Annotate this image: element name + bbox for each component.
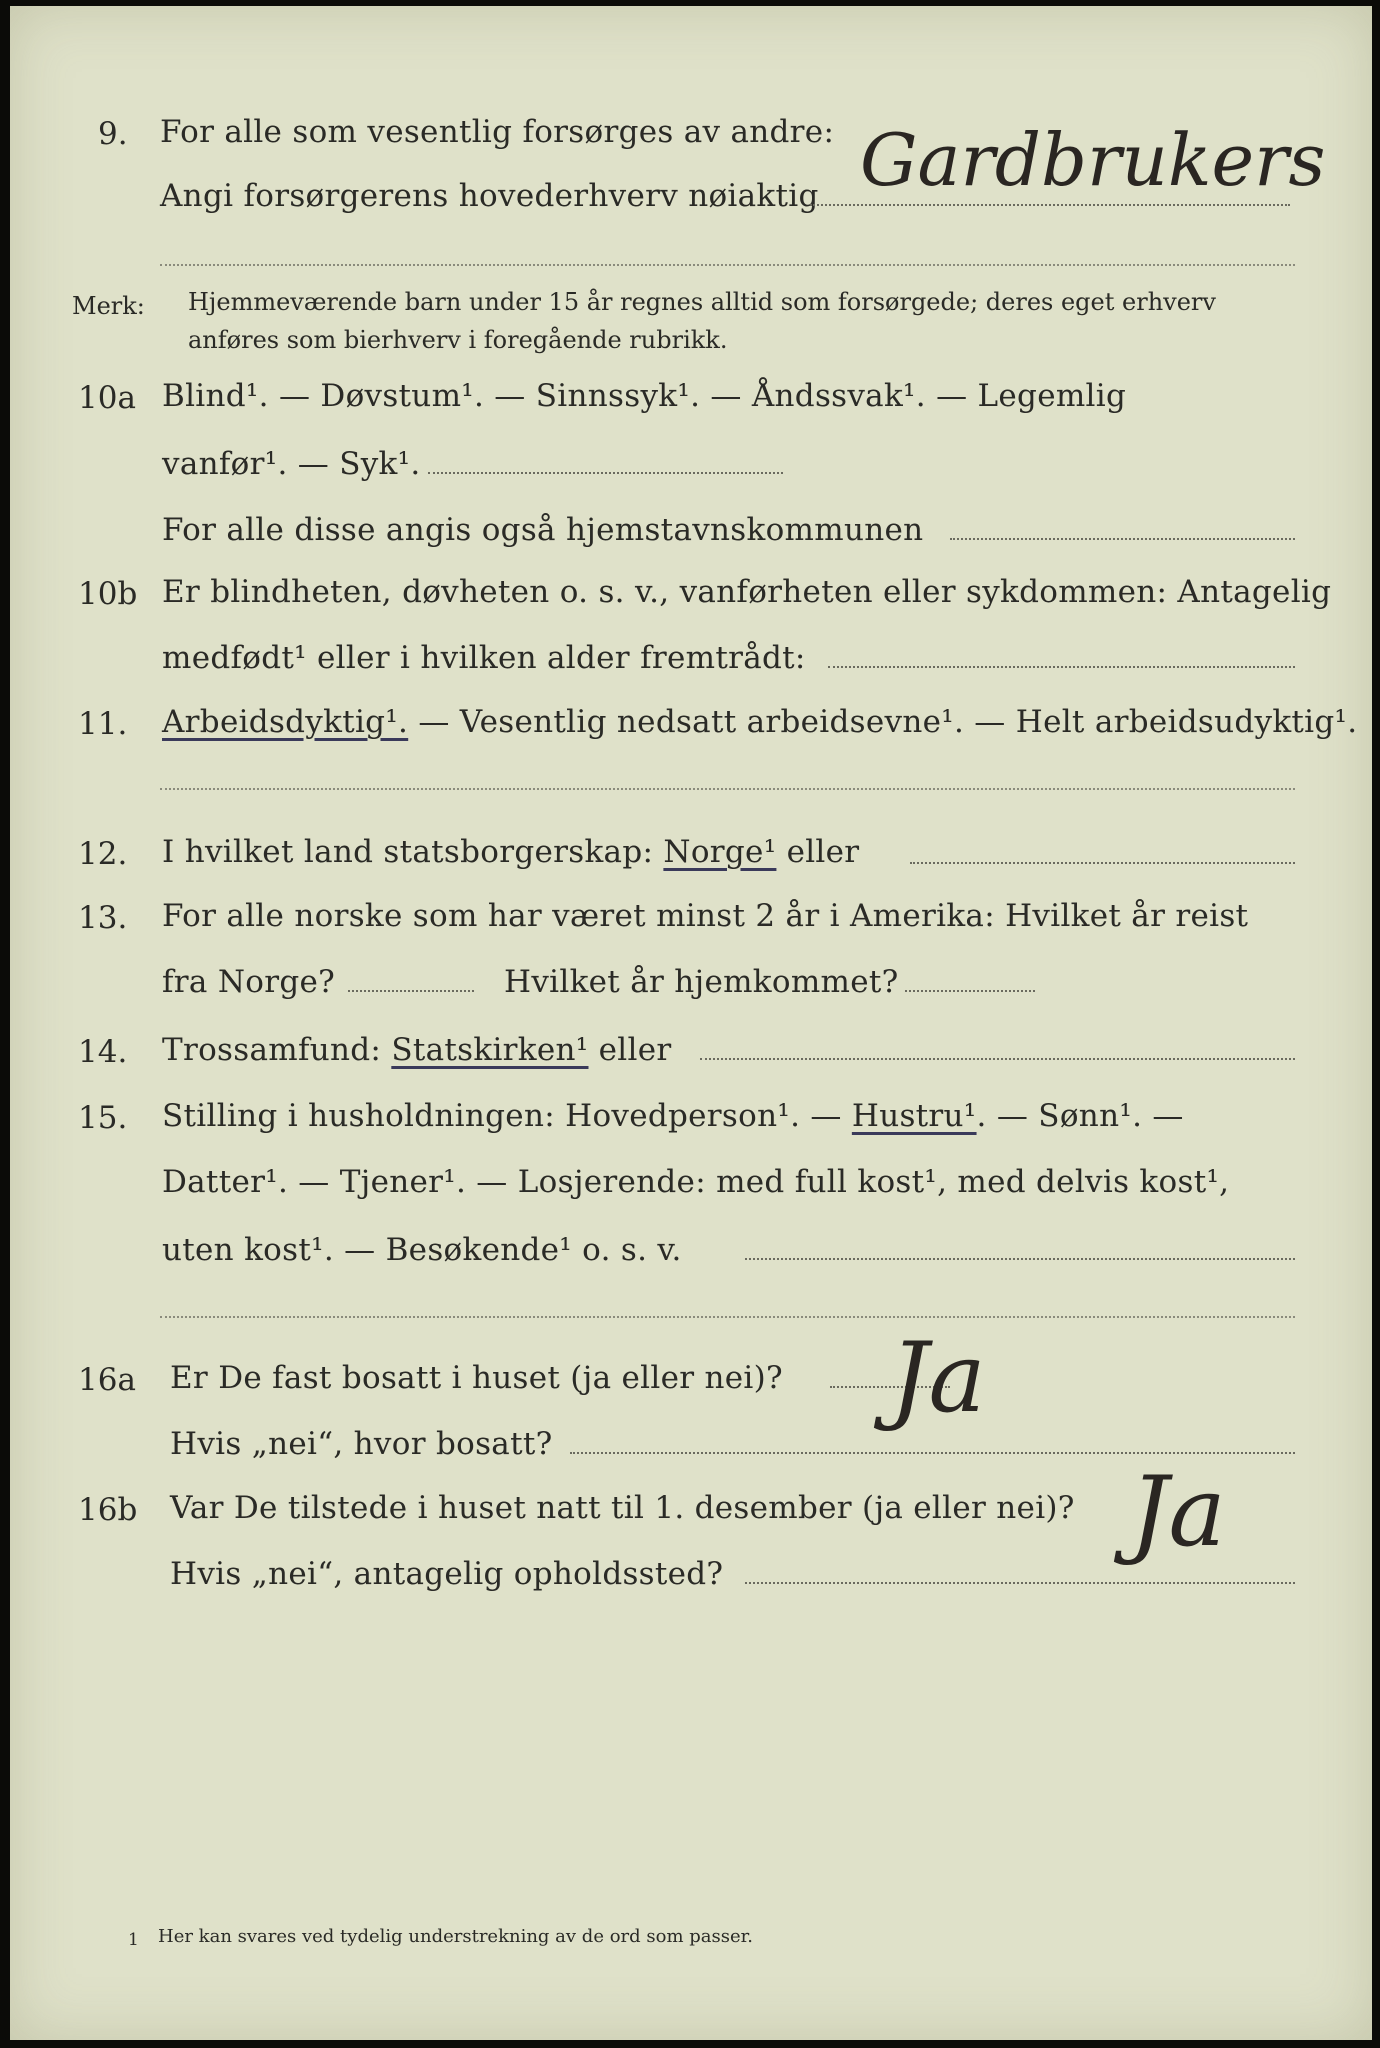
answer-line: [905, 990, 1035, 992]
footnote-number: 1: [128, 1930, 139, 1950]
question-text: For alle som vesentlig forsørges av andre:: [160, 114, 835, 150]
question-number: 9.: [98, 116, 128, 152]
question-number: 10a: [78, 380, 136, 416]
blank-answer-line: [160, 788, 1295, 790]
note-label: Merk:: [72, 292, 145, 320]
question-number: 16a: [78, 1362, 136, 1398]
question-text: Var De tilstede i huset natt til 1. desember (ja eller nei)?: [170, 1490, 1075, 1526]
question-text: Angi forsørgerens hovederhverv nøiaktig: [160, 178, 819, 214]
question-number: 12.: [78, 836, 128, 872]
census-form-page: [10, 6, 1372, 2040]
question-number: 16b: [78, 1492, 138, 1528]
underlined-option: Statskirken¹: [391, 1032, 589, 1068]
handwritten-answer: Ja: [890, 1322, 986, 1434]
question-text: I hvilket land statsborgerskap: Norge¹ eller: [162, 834, 860, 870]
answer-line: [700, 1058, 1295, 1060]
question-text: Stilling i husholdningen: Hovedperson¹. — Hustru¹. — Sønn¹. —: [162, 1098, 1184, 1134]
answer-line: [745, 1258, 1295, 1260]
handwritten-answer: Ja: [1130, 1456, 1226, 1568]
underlined-option: Norge¹: [663, 834, 777, 870]
question-text: fra Norge?: [162, 964, 336, 1000]
question-text: medfødt¹ eller i hvilken alder fremtrådt:: [162, 640, 806, 676]
question-text: For alle disse angis også hjemstavnskommunen: [162, 512, 924, 548]
blank-answer-line: [160, 1316, 1295, 1318]
blank-answer-line: [160, 264, 1295, 266]
footnote-text: Her kan svares ved tydelig understrekning av de ord som passer.: [158, 1926, 753, 1947]
question-text: Blind¹. — Døvstum¹. — Sinnssyk¹. — Åndssvak¹. — Legemlig: [162, 378, 1127, 414]
answer-line: [828, 666, 1295, 668]
question-number: 14.: [78, 1034, 128, 1070]
underlined-option: Arbeidsdyktig¹.: [162, 704, 409, 740]
answer-line: [950, 538, 1295, 540]
question-text: Arbeidsdyktig¹. — Vesentlig nedsatt arbeidsevne¹. — Helt arbeidsudyktig¹.: [162, 704, 1358, 740]
answer-line: [348, 990, 474, 992]
question-text: Trossamfund: Statskirken¹ eller: [162, 1032, 672, 1068]
answer-line: [745, 1582, 1295, 1584]
answer-line: [910, 862, 1295, 864]
question-number: 15.: [78, 1100, 128, 1136]
question-text: Datter¹. — Tjener¹. — Losjerende: med full kost¹, med delvis kost¹,: [162, 1164, 1230, 1200]
handwritten-answer: Gardbrukers: [860, 118, 1326, 202]
note-text: anføres som bierhverv i foregående rubrikk.: [188, 326, 728, 354]
question-text: Er De fast bosatt i huset (ja eller nei)?: [170, 1360, 783, 1396]
note-text: Hjemmeværende barn under 15 år regnes alltid som forsørgede; deres eget erhverv: [188, 288, 1216, 316]
question-number: 13.: [78, 900, 128, 936]
question-text: vanfør¹. — Syk¹.: [162, 446, 421, 482]
question-text: Hvis „nei“, hvor bosatt?: [170, 1426, 553, 1462]
answer-line: [428, 472, 783, 474]
question-text: Er blindheten, døvheten o. s. v., vanførheten eller sykdommen: Antagelig: [162, 574, 1332, 610]
answer-line: [810, 204, 1290, 206]
question-text: Hvilket år hjemkommet?: [504, 964, 899, 1000]
question-text: For alle norske som har været minst 2 år i Amerika: Hvilket år reist: [162, 898, 1249, 934]
question-text: uten kost¹. — Besøkende¹ o. s. v.: [162, 1232, 682, 1268]
question-text: Hvis „nei“, antagelig opholdssted?: [170, 1556, 724, 1592]
underlined-option: Hustru¹: [851, 1098, 977, 1134]
question-number: 10b: [78, 576, 138, 612]
question-number: 11.: [78, 706, 128, 742]
answer-line: [570, 1452, 1295, 1454]
